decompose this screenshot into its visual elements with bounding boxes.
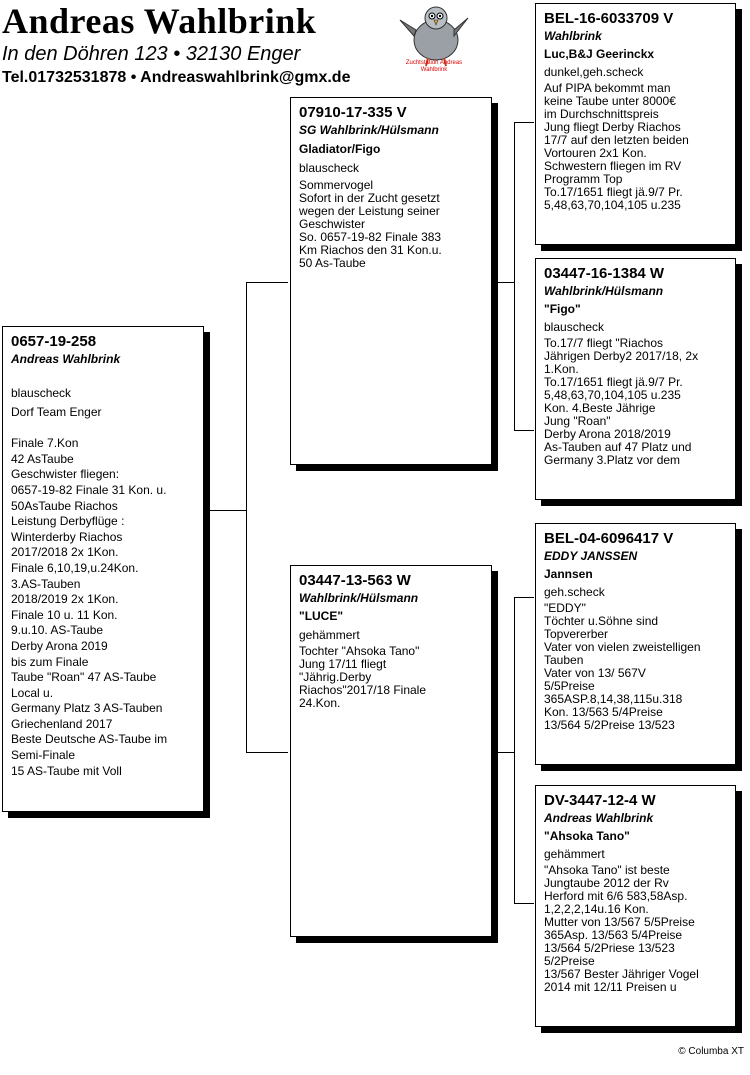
ring-number: 07910-17-335 V xyxy=(299,104,407,121)
connector-line xyxy=(246,282,247,752)
ring-number: 03447-13-563 W xyxy=(299,572,411,589)
ring-number: DV-3447-12-4 W xyxy=(544,792,656,809)
notes: Tochter "Ahsoka Tano" Jung 17/11 fliegt "Jährig.Derby Riachos"2017/18 Finale 24.Kon. xyxy=(299,644,427,710)
notes: Dorf Team Enger Finale 7.Kon 42 AsTaube Geschwister fliegen: 0657-19-82 Finale 31 Kon. u. 50AsTaube Riachos Leistung Derbyflüge : Winterderby Riachos 2017/2018 2x 1Kon. Finale 6,10,19,u.24Kon. 3.AS-Tauben 2018/2019 2x 1Kon. Finale 10 u. 11 Kon. 9.u.10. AS-Taube Derby Arona 2019 bis zum Finale Taube "Roan" 47 AS-Taube Local u. Germany Platz 3 AS-Tauben Griechenland 2017 Beste Deutsche AS-Taube im Semi-Finale 15 AS-Taube mit Voll xyxy=(11,405,168,778)
connector-line xyxy=(514,903,534,904)
breeder-name-title: Andreas Wahlbrink xyxy=(2,1,317,41)
notes: To.17/7 fliegt "Riachos Jährigen Derby2 2017/18, 2x 1.Kon. To.17/1651 fliegt jä.9/7 Pr. 5,48,63,70,104,105 u.235 Kon. 4.Beste Jährige Jung "Roan" Derby Arona 2018/2019 As-Tauben auf 47 Platz und Germany 3.Platz vor dem xyxy=(544,337,699,467)
connector-line xyxy=(493,752,515,753)
notes: "EDDY" Töchter u.Söhne sind Topvererber Vater von vielen zweistelligen Tauben Vater von 13/ 567V 5/5Preise 365ASP.8,14,38,115u.318 Kon. 13/563 5/4Preise 13/564 5/2Preise 13/523 xyxy=(544,602,701,732)
color: blauscheck xyxy=(11,386,72,400)
connector-line xyxy=(514,597,515,903)
color: gehämmert xyxy=(299,628,360,642)
notes: Auf PIPA bekommt man keine Taube unter 8000€ im Durchschnittspreis Jung fliegt Derby Riachos 17/7 auf den letzten beiden Vortouren 2x1 Kon. Schwestern fliegen im RV Programm Top To.17/1651 fliegt jä.9/7 Pr. 5,48,63,70,104,105 u.235 xyxy=(544,82,689,212)
connector-line xyxy=(514,597,534,598)
ring-number: 03447-16-1384 W xyxy=(544,265,665,282)
sire-card xyxy=(290,97,492,465)
logo-caption: Zuchtstation Andreas Wahlbrink xyxy=(405,60,463,73)
notes: "Ahsoka Tano" ist beste Jungtaube 2012 der Rv Herford mit 6/6 583,58Asp. 1,2,2,2,14u.16 Kon. Mutter von 13/567 5/5Preise 365Asp. 13/563 5/4Preise 13/564 5/2Priese 13/523 5/2Preise 13/567 Bester Jähriger Vogel 2014 mit 12/11 Preisen u xyxy=(544,864,699,994)
breeder: SG Wahlbrink/Hülsmann xyxy=(299,123,439,137)
color: blauscheck xyxy=(544,320,605,334)
notes: Sommervogel Sofort in der Zucht gesetzt wegen der Leistung seiner Geschwister So. 0657-19-82 Finale 383 Km Riachos den 31 Kon.u. 50 As-Taube xyxy=(299,178,442,270)
connector-line xyxy=(493,282,515,283)
breeder: EDDY JANSSEN xyxy=(544,549,638,563)
color: geh.scheck xyxy=(544,585,605,599)
dam-sire-card xyxy=(535,523,736,765)
sire-dam-card xyxy=(535,258,736,500)
pigeon-name: "LUCE" xyxy=(299,609,344,623)
connector-line xyxy=(514,122,534,123)
dam-card xyxy=(290,565,492,937)
dam-dam-card xyxy=(535,785,736,1027)
subject-pigeon-card xyxy=(2,326,204,812)
pigeon-name: "Figo" xyxy=(544,302,581,316)
pigeon-name xyxy=(11,367,195,383)
breeder: Andreas Wahlbrink xyxy=(544,811,654,825)
connector-line xyxy=(514,430,534,431)
breeder-contact: Tel.01732531878 • Andreaswahlbrink@gmx.de xyxy=(2,69,351,86)
pigeon-name: Jannsen xyxy=(544,567,593,581)
ring-number: BEL-04-6096417 V xyxy=(544,530,674,547)
pigeon-name: Gladiator/Figo xyxy=(299,142,381,156)
ring-number: 0657-19-258 xyxy=(11,333,97,350)
copyright-footer: © Columba XT xyxy=(678,1046,744,1057)
sire-sire-card xyxy=(535,3,736,245)
color: dunkel,geh.scheck xyxy=(544,65,644,79)
connector-line xyxy=(246,752,288,753)
pigeon-name: Luc,B&J Geerinckx xyxy=(544,47,655,61)
breeder-address: In den Döhren 123 • 32130 Enger xyxy=(2,43,301,65)
breeder: Wahlbrink xyxy=(544,29,602,43)
pigeon-name: "Ahsoka Tano" xyxy=(544,829,630,843)
breeder: Andreas Wahlbrink xyxy=(11,352,121,366)
connector-line xyxy=(514,122,515,430)
breeder: Wahlbrink/Hülsmann xyxy=(544,284,664,298)
connector-line xyxy=(246,282,288,283)
color: blauscheck xyxy=(299,161,360,175)
connector-line xyxy=(205,510,247,511)
color: gehämmert xyxy=(544,847,605,861)
breeder: Wahlbrink/Hülsmann xyxy=(299,591,419,605)
ring-number: BEL-16-6033709 V xyxy=(544,10,674,27)
